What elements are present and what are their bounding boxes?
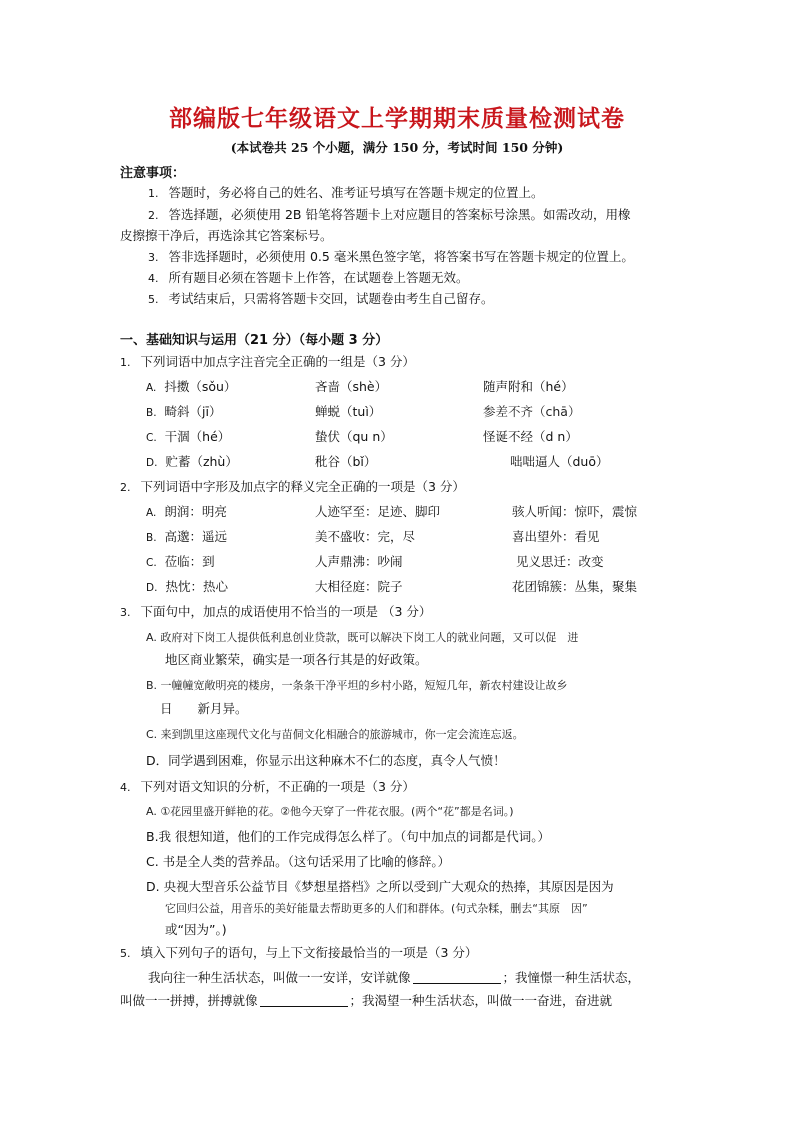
option-cell: 怪诞不经（d n） <box>483 429 578 444</box>
question-stem: 3. 下面句中，加点的成语使用不恰当的一项是 （3 分） <box>120 604 432 619</box>
notice-item-cont: 皮擦擦干净后，再选涂其它答案标号。 <box>120 228 333 243</box>
answer-blank[interactable] <box>260 992 348 1007</box>
question-stem: 5. 填入下列句子的语句，与上下文衔接最恰当的一项是（3 分） <box>120 945 478 960</box>
passage-line: 叫做一一拼搏，拼搏就像 ；我渴望一种生活状态，叫做一一奋进，奋进就 <box>120 993 613 1008</box>
option-line: D. 央视大型音乐公益节目《梦想星搭档》之所以受到广大观众的热捧，其原因是因为 <box>146 879 614 894</box>
answer-blank[interactable] <box>413 969 501 984</box>
option-line: 或“因为”。) <box>165 922 227 937</box>
option-cell: 美不盛收：完，尽 <box>315 529 416 544</box>
option-line: 它回归公益，用音乐的美好能量去帮助更多的人们和群体。(句式杂糅，删去“其原 因” <box>165 902 588 915</box>
page-title: 部编版七年级语文上学期期末质量检测试卷 <box>169 105 625 132</box>
option-label: B. 畸斜（jī） <box>146 404 222 419</box>
question-stem: 1. 下列词语中加点字注音完全正确的一组是（3 分） <box>120 354 415 369</box>
option-line: C. 书是全人类的营养品。（这句话采用了比喻的修辞。） <box>146 854 451 869</box>
option-line: 日 新月异。 <box>160 701 248 716</box>
option-line: B.我 很想知道，他们的工作完成得怎么样了。（句中加点的词都是代词。） <box>146 829 551 844</box>
option-label: C. 莅临：到 <box>146 554 215 569</box>
question-stem: 2. 下列词语中字形及加点字的释义完全正确的一项是（3 分） <box>120 479 465 494</box>
option-cell: 参差不齐（chā） <box>483 404 581 419</box>
option-cell: 蝉蜕（tuì） <box>315 404 382 419</box>
option-line: A. 政府对下岗工人提供低利息创业贷款，既可以解决下岗工人的就业问题，又可以促 进 <box>146 631 579 644</box>
passage-line: 我向往一种生活状态，叫做一一安详，安详就像 ；我憧憬一种生活状态， <box>148 970 641 985</box>
section-heading: 一、基础知识与运用（21 分）（每小题 3 分） <box>120 333 389 348</box>
option-line: 地区商业繁荣，确实是一项各行其是的好政策。 <box>165 652 428 667</box>
option-label: C. 干涸（hé） <box>146 429 231 444</box>
option-label: D. 热忱：热心 <box>146 579 228 594</box>
option-label: A. 抖擞（sǒu） <box>146 379 237 394</box>
option-cell: 蛰伏（qu n） <box>315 429 393 444</box>
notice-item: 3. 答非选择题时，必须使用 0.5 毫米黑色签字笔，将答案书写在答题卡规定的位置上。 <box>148 249 634 264</box>
option-cell: 骇人听闻：惊吓，震惊 <box>512 504 638 519</box>
option-line: A. ①花园里盛开鲜艳的花。②他今天穿了一件花衣服。(两个“花”都是名词。) <box>146 805 514 818</box>
option-line: D．同学遇到困难，你显示出这种麻木不仁的态度，真令人气愤！ <box>146 753 506 768</box>
option-cell: 咄咄逼人（duō） <box>510 454 609 469</box>
option-cell: 秕谷（bǐ） <box>315 454 377 469</box>
notice-item: 4. 所有题目必须在答题卡上作答，在试题卷上答题无效。 <box>148 270 469 285</box>
option-cell: 随声附和（hé） <box>483 379 574 394</box>
option-line: C. 来到凯里这座现代文化与苗侗文化相融合的旅游城市，你一定会流连忘返。 <box>146 728 524 741</box>
option-line: B. 一幢幢宽敞明亮的楼房，一条条干净平坦的乡村小路，短短几年，新农村建设让故乡 <box>146 679 568 692</box>
option-label: A. 朗润：明亮 <box>146 504 227 519</box>
option-label: B. 高邈：遥远 <box>146 529 228 544</box>
question-stem: 4. 下列对语文知识的分析，不正确的一项是（3 分） <box>120 779 415 794</box>
notice-heading: 注意事项： <box>120 166 186 181</box>
option-cell: 人声鼎沸：吵闹 <box>315 554 403 569</box>
option-cell: 喜出望外：看见 <box>512 529 600 544</box>
option-cell: 人迹罕至：足迹、脚印 <box>315 504 441 519</box>
option-label: D. 贮蓄（zhù） <box>146 454 238 469</box>
notice-item: 5. 考试结束后，只需将答题卡交回，试题卷由考生自己留存。 <box>148 291 494 306</box>
option-cell: 吝啬（shè） <box>315 379 388 394</box>
option-cell: 见义思迁：改变 <box>516 554 604 569</box>
page-subtitle: (本试卷共 25 个小题，满分 150 分，考试时间 150 分钟) <box>230 140 564 155</box>
notice-item: 1. 答题时，务必将自己的姓名、准考证号填写在答题卡规定的位置上。 <box>148 185 544 200</box>
notice-item: 2. 答选择题，必须使用 2B 铅笔将答题卡上对应题目的答案标号涂黑。如需改动，用橡 <box>148 207 631 222</box>
option-cell: 大相径庭：院子 <box>315 579 403 594</box>
option-cell: 花团锦簇：丛集，聚集 <box>512 579 638 594</box>
